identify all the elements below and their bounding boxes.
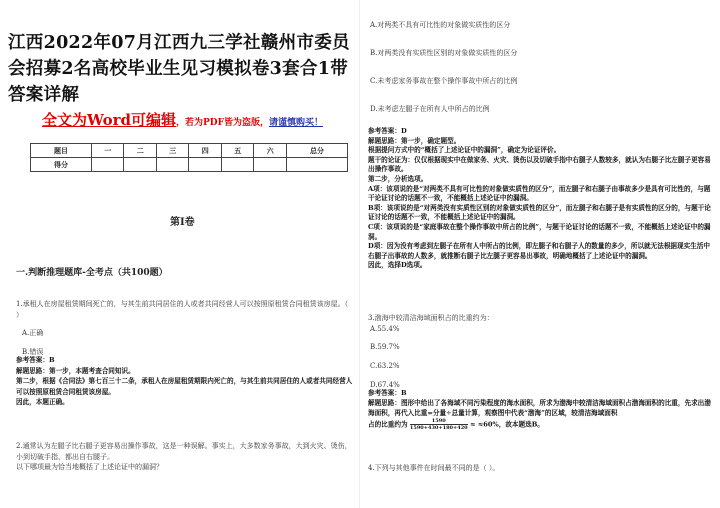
answer: 参考答案：D [368,127,407,135]
right-page [360,0,720,508]
question-2-stem-block [16,441,352,473]
conclusion: 因此，本题正确。 [16,398,69,406]
table-cell: 一 [91,144,124,158]
fraction [410,418,468,431]
question-2-ask: 以下哪项最为恰当地概括了上述论证中的漏洞？ [16,463,163,471]
question-3-stem: 3.渤海中较清洁海域面积占的比重约为： [368,314,494,322]
table-cell [156,158,189,172]
table-cell: 得分 [31,158,92,172]
copyright-banner [42,109,362,130]
question-2-option-b: B.对两类没有实质性区别的对象做实质性的区分 [370,49,518,57]
answer: 参考答案：B [16,356,55,364]
banner-link[interactable]: 请谨慎购买！ [269,118,324,128]
table-cell [254,158,287,172]
question-3-answer-block [368,388,714,431]
analysis-formula-line [368,418,714,431]
question-3-option-c: C.63.2% [370,362,400,370]
question-3-option-d: D.67.4% [370,381,400,389]
analysis-head: 解题思路：第一步，本题考查合同知识。 [16,366,135,375]
table-cell: 三 [156,144,189,158]
question-1-answer-block [16,355,354,408]
question-2-option-d: D.未考虑左腿子在所有人中所占的比例 [370,105,490,113]
analysis-line: 解题思路：图形中给出了各海域不同污染程度的海水面积，所求为渤海中较清洁海域面积占渤海面积的比重，先求出渤海面积，再代入比重=分量÷总量计算，观察图中代表“渤海”的区域，较清洁海域面积 [368,399,711,417]
score-table [30,143,348,172]
analysis-line: 第二步，分析选项。 [368,174,428,183]
analysis-line: 根据提问方式中的“概括了上述论证中的漏洞”，确定为论证评价。 [368,146,561,155]
question-4-stem: 4.下列与其他事件在时间最不同的是（ ）。 [368,464,500,472]
analysis-line: A项：该项说的是“对两类不具有可比性的对象做实质性的区分”，而左腿子和右腿子由事故多少是具有可比性的，与题干论证讨论的话题不一致，不能概括上述论证中的漏洞。 [368,184,711,203]
analysis-line: D项：因为没有考虑到左腿子在所有人中所占的比例，即左腿子和右腿子人的数量的多少，所以就无法根据现实生活中右腿子出事故的人数多，就推断右腿子比左腿子更容易出事故，明确地概括了上述论证中的漏洞。 [368,242,710,260]
question-2-answer-block [368,127,714,271]
score-table-header-row [31,144,348,158]
fraction-denominator: 1590+430+180+420 [409,425,468,431]
table-cell [91,158,124,172]
question-1-stem: 1.承租人在房屋租赁期间死亡的，与其生前共同居住的人或者共同经营人可以按照原租赁合同租赁该房屋。（ ） [16,300,349,319]
question-1-option-b: B.错误 [22,348,44,356]
formula-lead: 占的比重约为 [368,420,408,429]
banner-mid: ，若为PDF皆为盗版， [176,118,269,128]
analysis-line: 解题思路：第一步，确定题型。 [368,136,461,145]
fraction-numerator: 1590 [431,418,446,424]
formula-result: ≈60%，故本题选B。 [477,420,544,429]
question-2-option-c: C.未考虑家务事故在整个操作事故中所占的比例 [370,77,518,85]
question-3-option-b: B.59.7% [370,343,400,351]
table-cell: 题目 [31,144,92,158]
table-cell: 四 [189,144,222,158]
banner-main: 全文为Word可编辑 [42,111,177,129]
answer: 参考答案：B [368,389,407,397]
table-cell: 六 [254,144,287,158]
question-2-option-a: A.对两类不具有可比性的对象做实质性的区分 [370,21,511,29]
table-cell [189,158,222,172]
analysis-line: 题干的论证为：仅仅根据现实中在做家务、火灾、烫伤以及切破手指中右腿子人数较多，就认为右腿子比左腿子更容易出操作事故。 [368,155,711,174]
table-cell [286,158,347,172]
analysis-line: B项：该项说的是“对两类没有实质性区别的对象做实质性的区分”，而左腿子和右腿子是有实质性的区分的，与题干论证讨论的话题不一致，不能概括上述论证中的漏洞。 [368,203,711,222]
question-3-option-a: A.55.4% [370,325,400,333]
score-table-score-row [31,158,348,172]
analysis-body: 第二步，根据《合同法》第七百三十二条，承租人在房屋租赁期限内死亡的，与其生前共同居住的人或者共同经营人可以按照原租赁合同租赁该房屋。 [16,377,353,396]
question-2-stem: 2.通常认为左腿子比右腿子更容易出操作事故，这是一种误解。事实上，大多数家务事故，大到火灾、烫伤，小到切破手指，都出自右腿子。 [16,442,352,461]
document-title: 江西2022年07月江西九三学社赣州市委员会招募2名高校毕业生见习模拟卷3套合1带答案详解 [8,33,350,105]
part-heading: 一.判断推理题库-全考点（共100题） [16,268,168,278]
conclusion: 因此，选择D选项。 [368,261,427,270]
table-cell [221,158,254,172]
question-1-option-a: A.正确 [22,329,44,337]
analysis-line: C项：该项说的是“家庭事故在整个操作事故中所占的比例”，与题干论证讨论的话题不一致，不能概括上述论证中的漏洞。 [368,222,711,241]
table-cell: 总分 [286,144,347,158]
table-cell [124,158,157,172]
table-cell: 五 [221,144,254,158]
table-cell: 二 [124,144,157,158]
section-title: 第I卷 [170,217,195,228]
approx-sign: ≈ [469,420,476,429]
